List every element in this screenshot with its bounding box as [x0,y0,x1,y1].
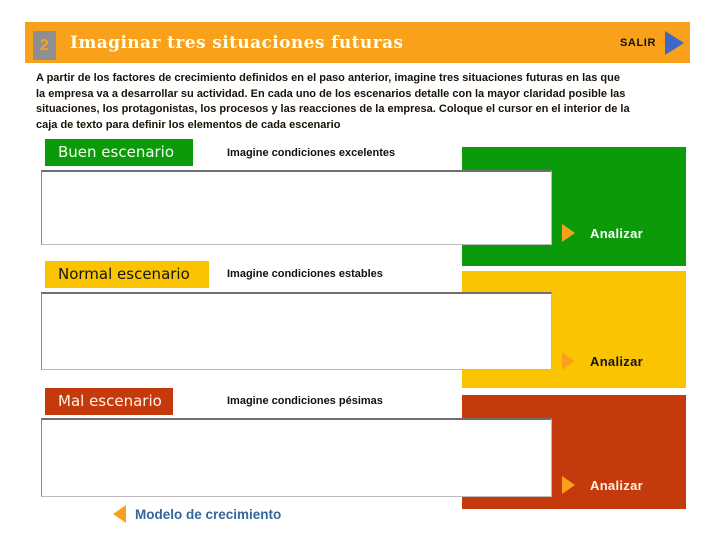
analyze-button-label: Analizar [590,477,643,493]
exit-arrow-icon [665,31,684,55]
exit-button-label: SALIR [620,36,656,49]
analyze-normal-button[interactable] [562,352,643,370]
scenario-bad-textbox[interactable] [41,418,552,497]
back-link[interactable] [113,505,281,523]
step-number-badge: 2 [33,31,56,60]
intro-line: situaciones, los protagonistas, los procesos y las reacciones de la empresa. Coloque el cursor en el interior de la [36,103,630,115]
scenario-good-hint: Imagine condiciones excelentes [227,147,396,159]
analyze-arrow-icon [562,476,575,494]
analyze-good-button[interactable] [562,224,643,242]
scenario-good-textbox[interactable] [41,170,552,245]
analyze-bad-button[interactable] [562,476,643,494]
page-title: Imaginar tres situaciones futuras [70,33,404,53]
header-banner [25,22,690,63]
scenario-normal-label: Normal escenario [45,261,209,288]
exit-button[interactable] [620,22,684,63]
back-link-label: Modelo de crecimiento [135,506,282,522]
intro-line: la empresa va a desarrollar su actividad. En cada uno de los escenarios detalle con la mayor claridad posible las [36,87,626,100]
scenario-normal-hint: Imagine condiciones estables [227,268,383,280]
intro-line: caja de texto para definir los elementos de cada escenario [36,118,341,131]
analyze-arrow-icon [562,352,575,370]
analyze-button-label: Analizar [590,225,643,241]
analyze-button-label: Analizar [590,353,643,369]
analyze-arrow-icon [562,224,575,242]
back-arrow-icon [113,505,126,523]
scenario-good-label: Buen escenario [45,139,193,166]
intro-line: A partir de los factores de crecimiento definidos en el paso anterior, imagine tres situaciones futuras en las que [36,72,620,84]
intro-paragraph [36,71,630,133]
scenario-normal-textbox[interactable] [41,292,552,370]
scenario-bad-hint: Imagine condiciones pésimas [227,395,383,407]
scenario-bad-label: Mal escenario [45,388,173,415]
